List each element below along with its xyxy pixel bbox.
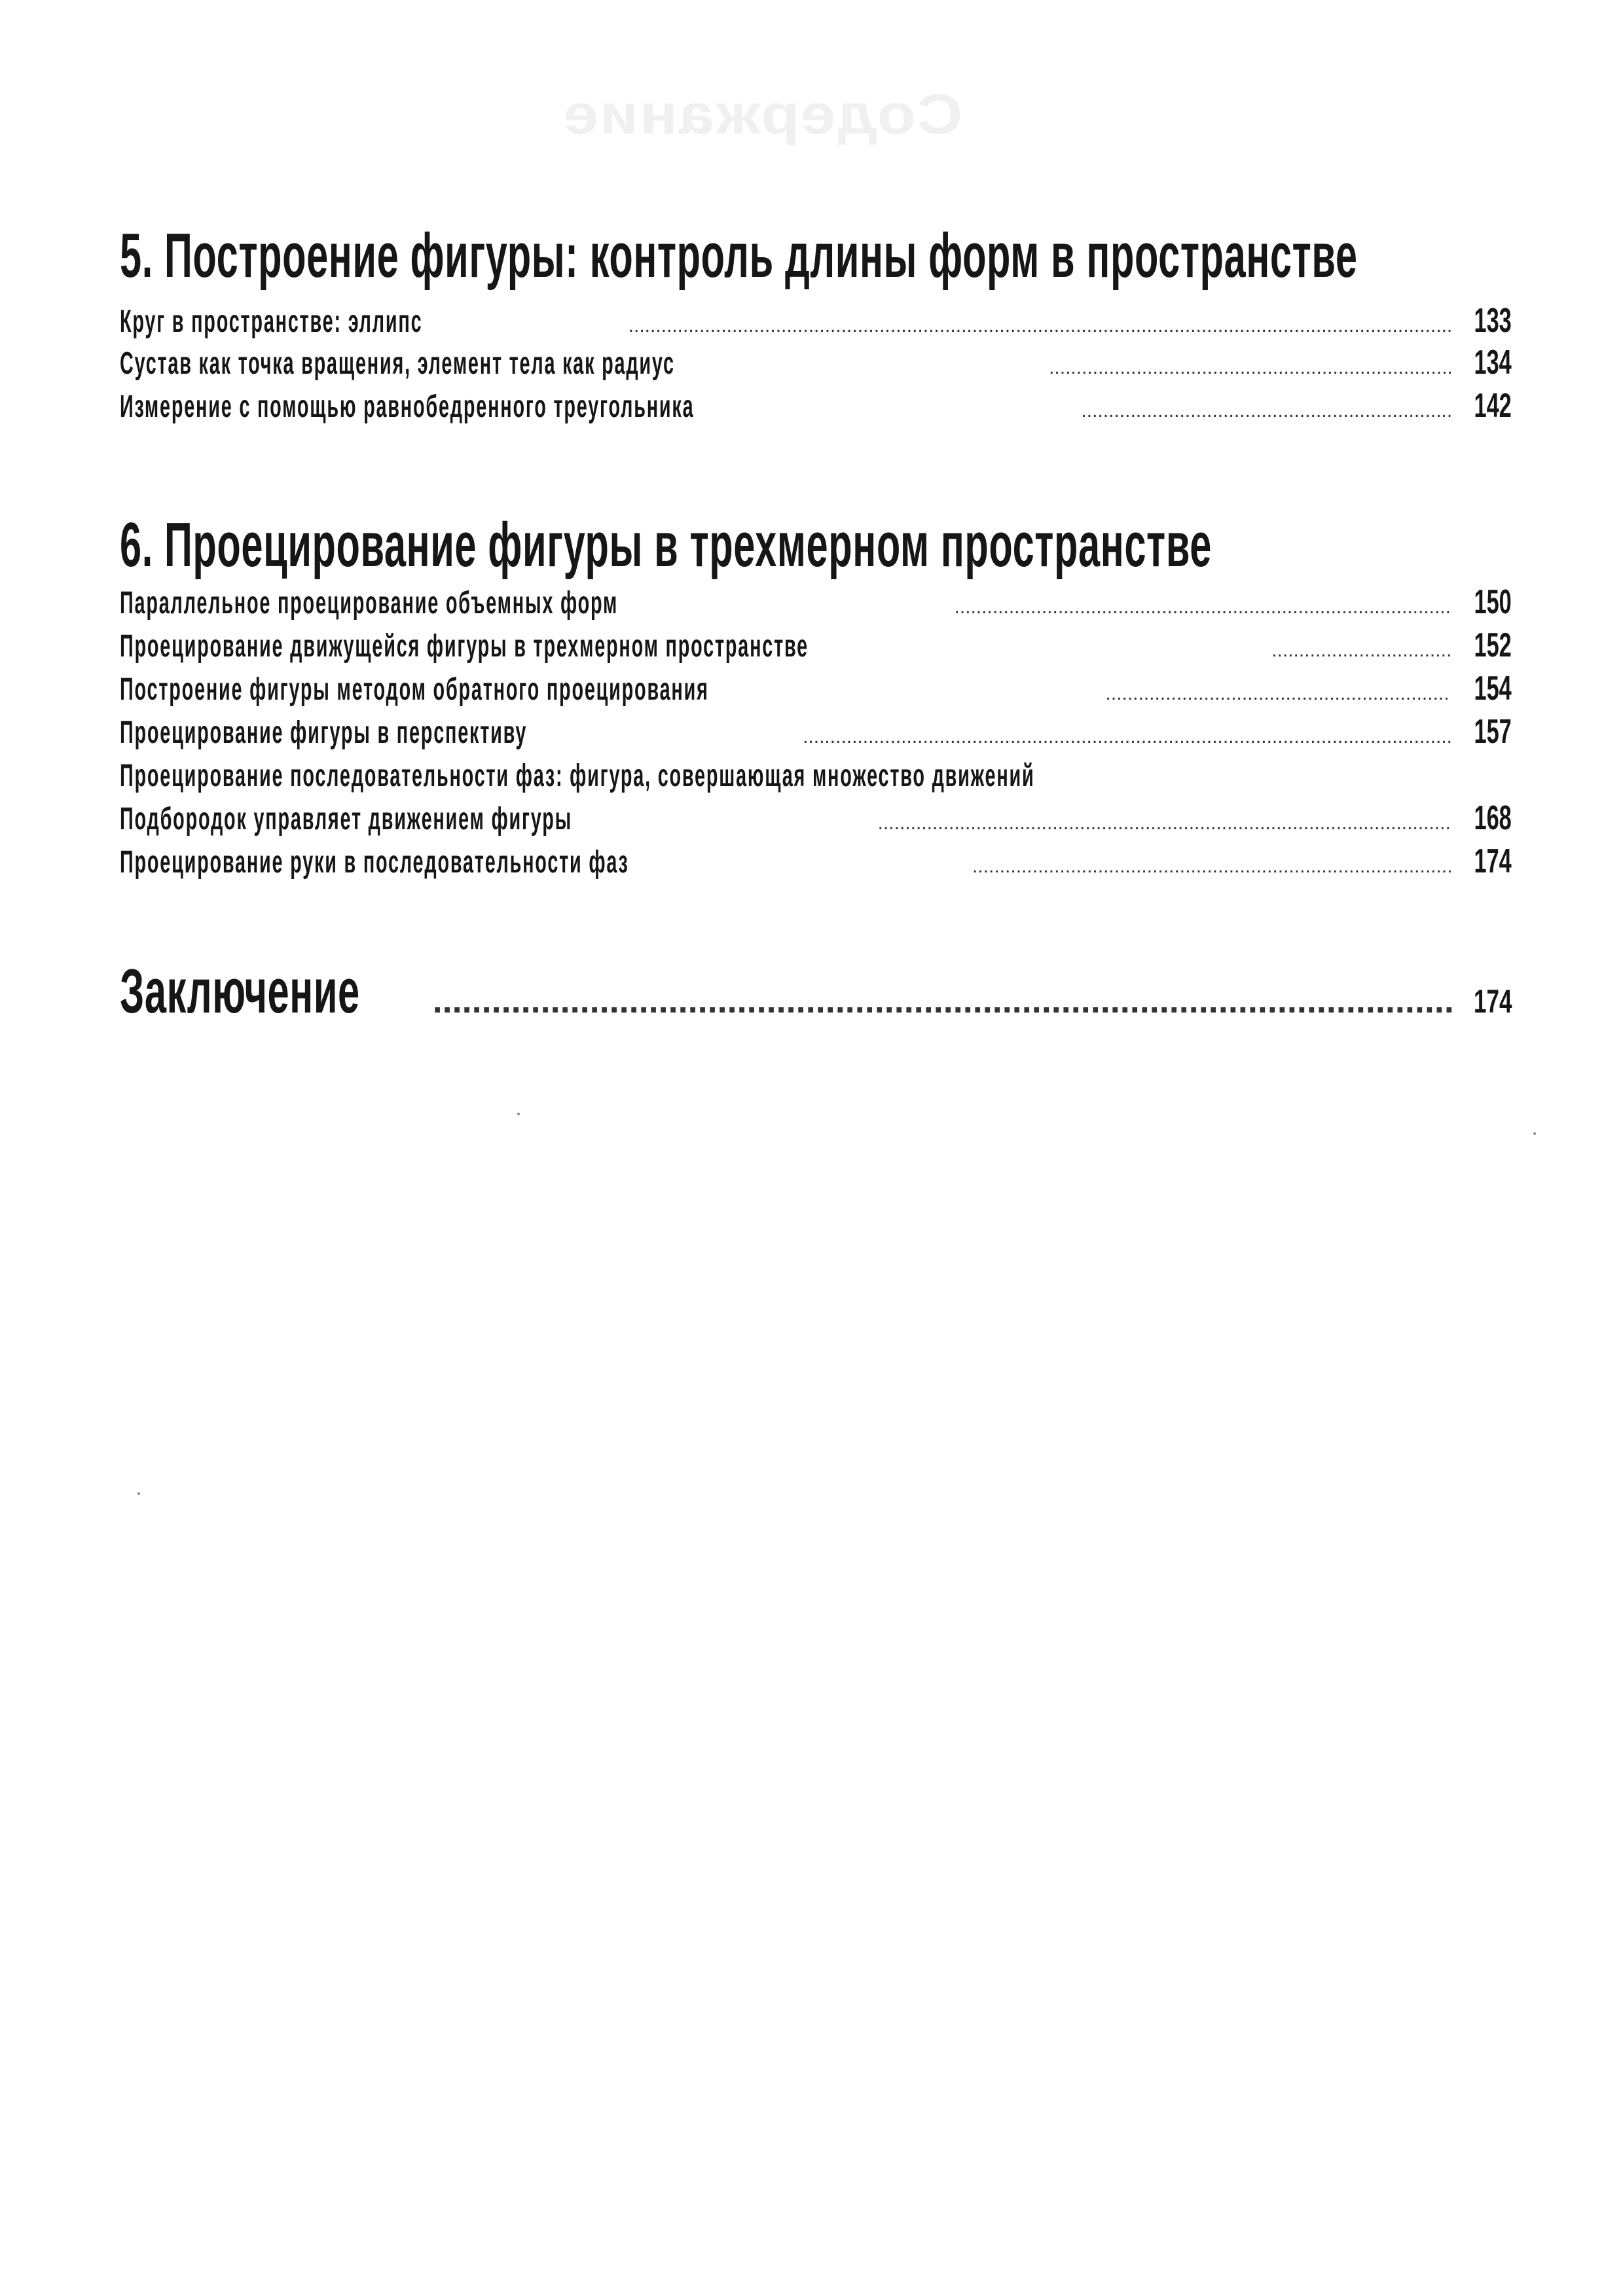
entry-page-number: 150 <box>1474 583 1512 621</box>
toc-entry[interactable] <box>120 626 1512 668</box>
chapter-title: 6. Проецирование фигуры в трехмерном пространстве <box>120 510 1212 580</box>
entry-title: Подбородок управляет движением фигуры <box>120 802 572 836</box>
scan-speck <box>517 1113 520 1115</box>
entry-page-number: 168 <box>1474 799 1512 837</box>
toc-entry[interactable] <box>120 842 1512 884</box>
toc-entry[interactable] <box>120 343 1512 385</box>
toc-entry[interactable] <box>120 301 1512 343</box>
scan-speck <box>137 1492 140 1495</box>
chapter-page-number: 174 <box>1473 983 1512 1020</box>
entry-page-number: 154 <box>1474 670 1512 708</box>
toc-entry[interactable] <box>120 386 1512 428</box>
entry-title: Проецирование руки в последовательности фаз <box>120 845 629 880</box>
dot-leader <box>954 596 1451 619</box>
entry-page-number: 142 <box>1474 387 1512 425</box>
entry-page-number: 174 <box>1474 842 1512 880</box>
bleed-through-header: Содержание <box>562 82 962 146</box>
entry-page-number: 133 <box>1474 302 1512 340</box>
toc-entry[interactable] <box>120 798 1512 840</box>
scan-speck <box>1533 1132 1536 1135</box>
toc-entry[interactable] <box>120 712 1512 754</box>
dot-leader <box>972 855 1451 878</box>
entry-title: Проецирование фигуры в перспективу <box>120 715 528 750</box>
dot-leader <box>1105 683 1451 705</box>
toc-chapter-5[interactable] <box>120 220 1512 292</box>
toc-entry[interactable] <box>120 755 1512 797</box>
entry-page-number: 134 <box>1474 344 1512 382</box>
entry-title: Проецирование движущейся фигуры в трехмерном пространстве <box>120 629 809 664</box>
entry-title: Сустав как точка вращения, элемент тела как радиус <box>120 346 675 381</box>
entry-title: Измерение с помощью равнобедренного треугольника <box>120 389 695 424</box>
entry-page-number: 152 <box>1474 626 1512 664</box>
chapter-title: 5. Построение фигуры: контроль длины форм в пространстве <box>120 221 1358 291</box>
dot-leader <box>878 812 1451 834</box>
entry-page-number: 157 <box>1474 713 1512 751</box>
dot-leader <box>629 315 1451 337</box>
chapter-title: Заключение <box>120 956 360 1026</box>
dot-leader <box>1271 639 1451 662</box>
toc-entry[interactable] <box>120 669 1512 711</box>
toc-chapter-6[interactable] <box>120 509 1512 581</box>
entry-title: Круг в пространстве: эллипс <box>120 304 423 339</box>
entry-title: Параллельное проецирование объемных форм <box>120 586 619 620</box>
toc-entry[interactable] <box>120 583 1512 624</box>
dot-leader <box>803 726 1451 748</box>
dot-leader <box>1049 357 1451 379</box>
dot-leader <box>1081 400 1451 422</box>
dot-leader <box>433 980 1453 1021</box>
entry-title: Построение фигуры методом обратного проецирования <box>120 672 709 707</box>
toc-conclusion[interactable] <box>120 956 1512 1028</box>
entry-title: Проецирование последовательности фаз: фигура, совершающая множество движений <box>120 759 1035 793</box>
